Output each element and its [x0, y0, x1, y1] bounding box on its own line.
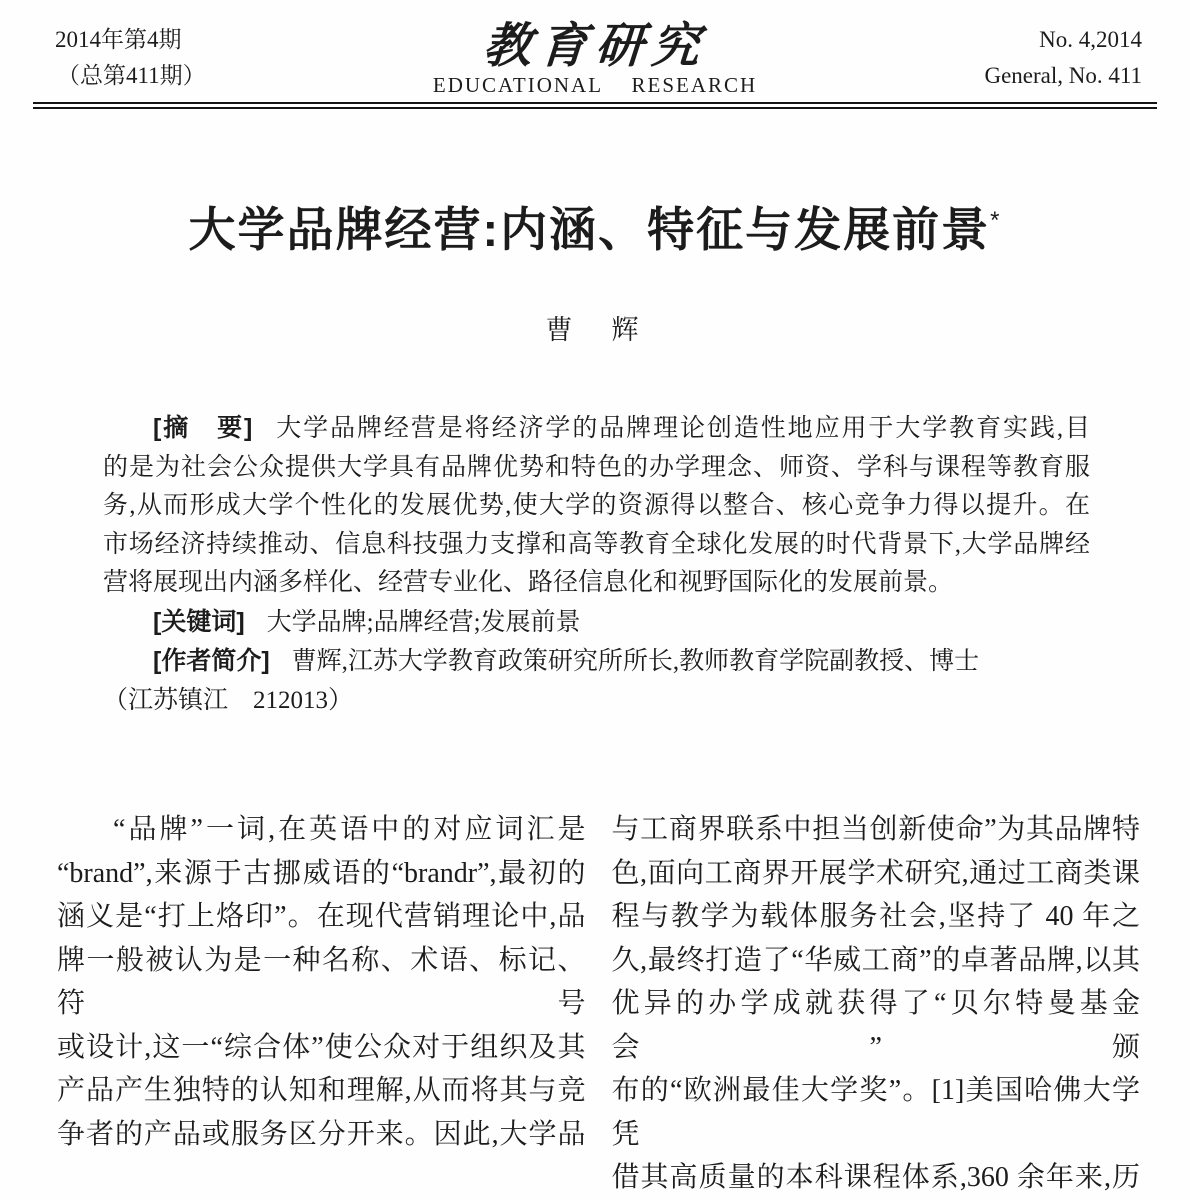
- abstract-line: 的是为社会公众提供大学具有品牌优势和特色的办学理念、师资、学科与课程等教育服: [103, 453, 1090, 481]
- title-footnote-mark: *: [990, 207, 1002, 234]
- author-address-line: （江苏镇江 212013）: [103, 686, 354, 714]
- abstract-line: 务,从而形成大学个性化的发展优势,使大学的资源得以整合、核心竞争力得以提升。在: [103, 492, 1090, 519]
- body-line: 借其高质量的本科课程体系,360 余年来,历: [611, 1162, 1140, 1193]
- body-line: 产品产生独特的认知和理解,从而将其与竞: [57, 1075, 586, 1106]
- issue-info: [55, 22, 206, 94]
- issue-info-english: [984, 22, 1142, 94]
- abstract-line: 营将展现出内涵多样化、经营专业化、路径信息化和视野国际化的发展前景。: [103, 569, 954, 596]
- abstract-label: [摘 要]: [153, 414, 253, 442]
- body-line: 涵义是“打上烙印”。在现代营销理论中,品: [57, 901, 586, 932]
- article-title-text: 大学品牌经营:内涵、特征与发展前景: [188, 203, 991, 256]
- author-bio-label: [作者简介]: [153, 647, 270, 675]
- body-line: “品牌”一词,在英语中的对应词汇是: [113, 814, 586, 845]
- left-column: [57, 808, 586, 1200]
- issue-number-english: No. 4,2014: [1039, 27, 1142, 52]
- issue-total: （总第411期）: [57, 63, 206, 88]
- author-bio-line: [103, 642, 1090, 682]
- body-line: “brand”,来源于古挪威语的“brandr”,最初的: [57, 857, 586, 889]
- body-line: 久,最终打造了“华威工商”的卓著品牌,以其: [611, 944, 1140, 976]
- right-column: [612, 808, 1141, 1200]
- abstract-block: [103, 409, 1090, 720]
- body-line: 争者的产品或服务区分开来。因此,大学品: [57, 1118, 586, 1150]
- author-name: 曹 辉: [545, 315, 645, 345]
- journal-name-english: EDUCATIONAL RESEARCH: [432, 73, 758, 97]
- issue-total-english: General, No. 411: [984, 63, 1142, 88]
- abstract-line: 市场经济持续推动、信息科技强力支撑和高等教育全球化发展的时代背景下,大学品牌经: [103, 530, 1090, 558]
- journal-logo: 教育研究: [481, 18, 710, 74]
- abstract-text: 大学品牌经营是将经济学的品牌理论创造性地应用于大学教育实践,目: [274, 415, 1090, 442]
- journal-header: [0, 0, 1190, 98]
- body-line: 或设计,这一“综合体”使公众对于组织及其: [57, 1031, 586, 1063]
- author-bio-text: 曹辉,江苏大学教育政策研究所所长,教师教育学院副教授、博士: [291, 648, 980, 675]
- body-line: 色,面向工商界开展学术研究,通过工商类课: [611, 857, 1140, 889]
- issue-number: 2014年第4期: [55, 27, 182, 52]
- keywords-text: 大学品牌;品牌经营;发展前景: [266, 608, 581, 636]
- keywords-line: [103, 603, 1090, 643]
- body-line: 布的“欧洲最佳大学奖”。[1]美国哈佛大学凭: [611, 1075, 1140, 1150]
- body-columns: [57, 808, 1140, 1200]
- body-line: 与工商界联系中担当创新使命”为其品牌特: [611, 814, 1140, 845]
- keywords-label: [关键词]: [153, 607, 245, 636]
- body-line: 优异的办学成就获得了“贝尔特曼基金会”颁: [611, 988, 1140, 1063]
- body-line: 牌一般被认为是一种名称、术语、标记、符号: [57, 944, 586, 1019]
- header-divider: [33, 102, 1157, 109]
- abstract-line: [103, 409, 1090, 449]
- journal-masthead: [206, 20, 985, 98]
- body-line: 程与教学为载体服务社会,坚持了 40 年之: [611, 901, 1140, 932]
- article-title: [0, 191, 1190, 260]
